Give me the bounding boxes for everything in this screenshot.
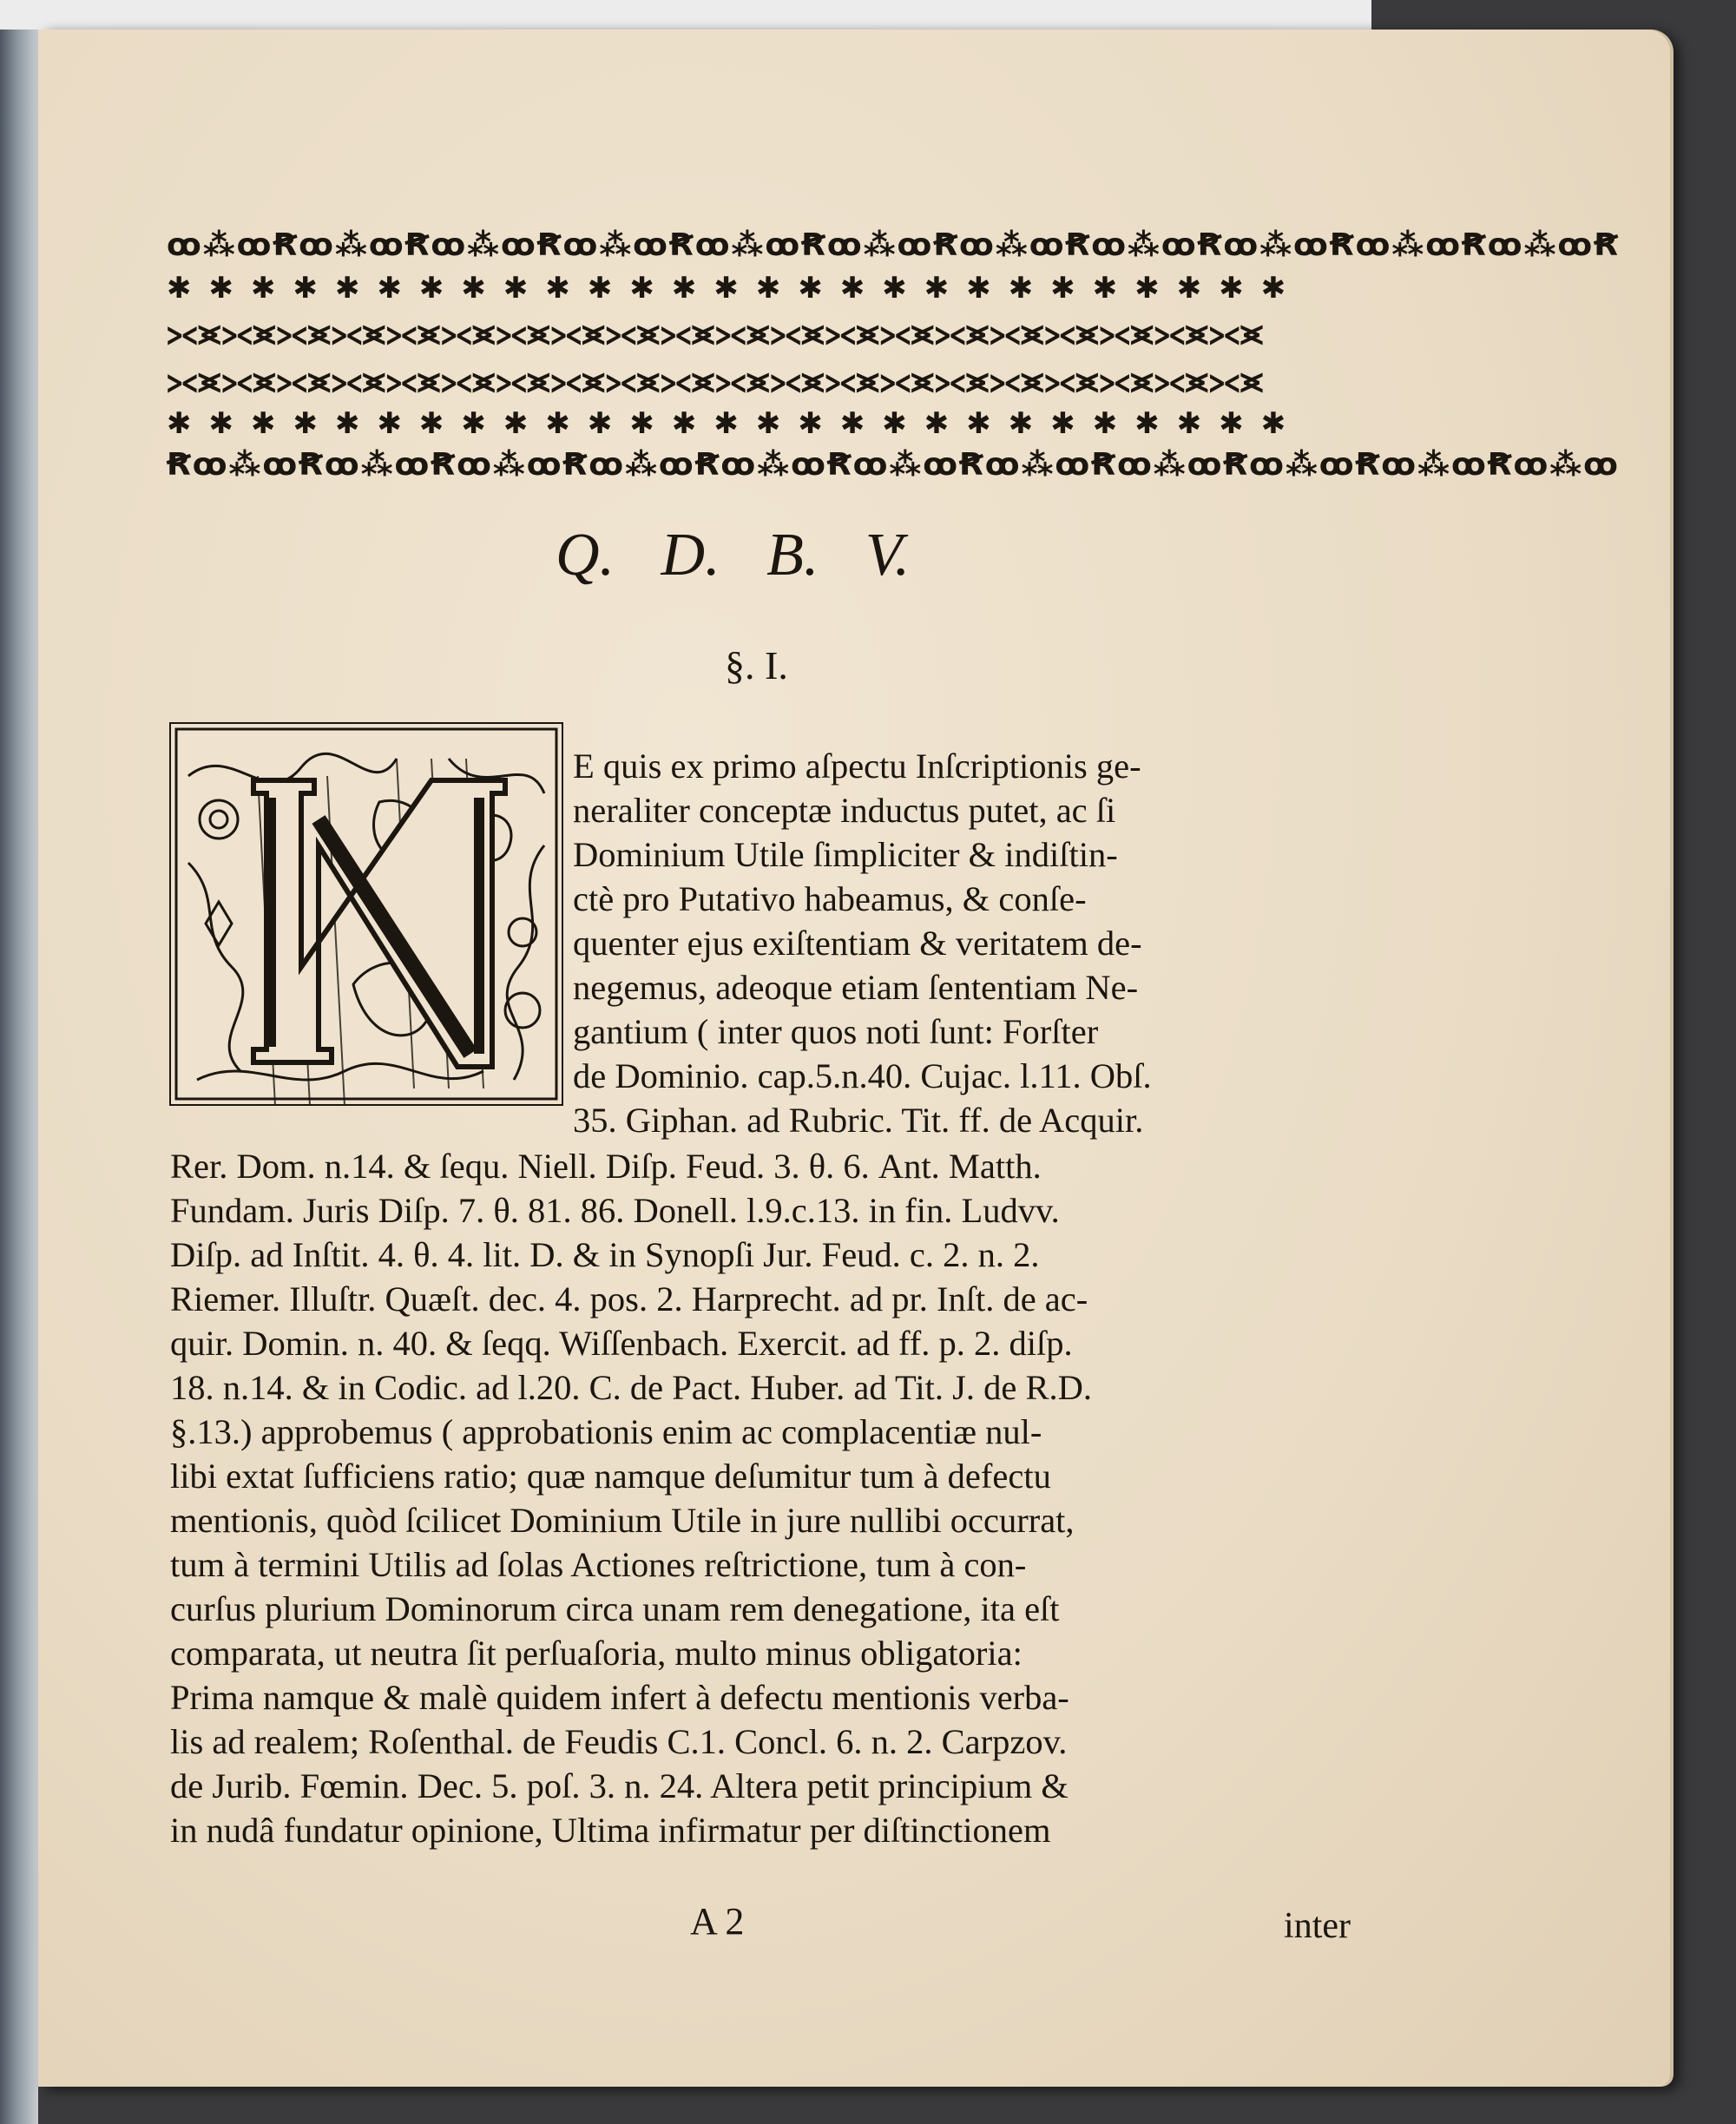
text-line: E quis ex primo aſpectu Inſcriptionis ge- bbox=[573, 746, 1141, 786]
text-line: 35. Giphan. ad Rubric. Tit. ff. de Acquir. bbox=[573, 1101, 1144, 1140]
text-line: de Jurib. Fœmin. Dec. 5. poſ. 3. n. 24. Altera petit principium & bbox=[170, 1766, 1069, 1805]
text-line: comparata, ut neutra ſit perſuaſoria, multo minus obligatoria: bbox=[170, 1634, 1023, 1673]
text-line: ctè pro Putativo habeamus, & conſe- bbox=[573, 879, 1087, 918]
book-spine-edge bbox=[0, 30, 38, 2124]
floral-initial-art bbox=[171, 724, 562, 1104]
text-line: Rer. Dom. n.14. & ſequ. Niell. Diſp. Feud. 3. θ. 6. Ant. Matth. bbox=[170, 1147, 1042, 1186]
text-line: quenter ejus exiſtentiam & veritatem de- bbox=[573, 924, 1142, 963]
ornament-knot-band-bottom: Ꞧꝏ⁂ꝏꞦꝏ⁂ꝏꞦꝏ⁂ꝏꞦꝏ⁂ꝏꞦꝏ⁂ꝏꞦꝏ⁂ꝏꞦꝏ⁂ꝏꞦꝏ⁂ꝏꞦꝏ⁂ꝏꞦꝏ⁂ꝏꞦꝏ⁂ꝏ bbox=[167, 447, 1620, 483]
text-line: Dominium Utile ſimpliciter & indiſtin- bbox=[573, 835, 1118, 874]
text-line: in nudâ fundatur opinione, Ultima infirmatur per diſtinctionem bbox=[170, 1811, 1051, 1850]
text-line: 18. n.14. & in Codic. ad l.20. C. de Pact. Huber. ad Tit. J. de R.D. bbox=[170, 1368, 1092, 1407]
text-line: Prima namque & malè quidem infert à defectu mentionis verba- bbox=[170, 1678, 1069, 1717]
catchword: inter bbox=[1284, 1906, 1351, 1946]
page-heading: Q. D. B. V. bbox=[556, 522, 911, 589]
ornament-star-row-bottom: ✱✱✱✱✱✱✱✱✱✱✱✱✱✱✱✱✱✱✱✱✱✱✱✱✱✱✱ bbox=[167, 406, 1304, 441]
ornament-star-row-top: ✱✱✱✱✱✱✱✱✱✱✱✱✱✱✱✱✱✱✱✱✱✱✱✱✱✱✱ bbox=[167, 271, 1304, 306]
ornament-knot-band-top: ꝏ⁂ꝏꞦꝏ⁂ꝏꞦꝏ⁂ꝏꞦꝏ⁂ꝏꞦꝏ⁂ꝏꞦꝏ⁂ꝏꞦꝏ⁂ꝏꞦꝏ⁂ꝏꞦꝏ⁂ꝏꞦꝏ⁂ꝏꞦꝏ⁂ꝏꞦ bbox=[167, 227, 1620, 263]
decorated-initial bbox=[169, 722, 563, 1106]
text-line: libi extat ſufficiens ratio; quæ namque deſumitur tum à defectu bbox=[170, 1457, 1051, 1496]
text-line: Riemer. Illuſtr. Quæſt. dec. 4. pos. 2. Harprecht. ad pr. Inſt. de ac- bbox=[170, 1279, 1088, 1318]
paragraph-beside-initial bbox=[573, 744, 1246, 1142]
text-line: quir. Domin. n. 40. & ſeqq. Wiſſenbach. Exercit. ad ff. p. 2. diſp. bbox=[170, 1324, 1073, 1363]
text-line: negemus, adeoque etiam ſententiam Ne- bbox=[573, 968, 1139, 1007]
text-line: gantium ( inter quos noti ſunt: Forſter bbox=[573, 1012, 1099, 1051]
text-line: mentionis, quòd ſcilicet Dominium Utile in jure nullibi occurrat, bbox=[170, 1501, 1075, 1540]
section-number: §. I. bbox=[725, 643, 788, 687]
signature-mark: A 2 bbox=[690, 1900, 745, 1943]
paragraph-full-width bbox=[170, 1144, 1246, 1852]
text-line: §.13.) approbemus ( approbationis enim ac complacentiæ nul- bbox=[170, 1412, 1042, 1451]
ornament-lattice-row-2: ⪥⪤⪥⪤⪥⪤⪥⪤⪥⪤⪥⪤⪥⪤⪥⪤⪥⪤⪥⪤⪥⪤⪥⪤⪥⪤⪥⪤⪥⪤⪥⪤⪥⪤⪥⪤⪥⪤⪥⪤ bbox=[167, 360, 1264, 400]
text-line: Diſp. ad Inſtit. 4. θ. 4. lit. D. & in Synopſi Jur. Feud. c. 2. n. 2. bbox=[170, 1235, 1040, 1274]
text-line: tum à termini Utilis ad ſolas Actiones reſtrictione, tum à con- bbox=[170, 1545, 1027, 1584]
ornament-lattice-row-1: ⪥⪤⪥⪤⪥⪤⪥⪤⪥⪤⪥⪤⪥⪤⪥⪤⪥⪤⪥⪤⪥⪤⪥⪤⪥⪤⪥⪤⪥⪤⪥⪤⪥⪤⪥⪤⪥⪤⪥⪤ bbox=[167, 312, 1264, 352]
text-line: curſus plurium Dominorum circa unam rem denegatione, ita eſt bbox=[170, 1589, 1060, 1628]
text-line: Fundam. Juris Diſp. 7. θ. 81. 86. Donell. l.9.c.13. in fin. Ludvv. bbox=[170, 1191, 1060, 1230]
text-line: de Dominio. cap.5.n.40. Cujac. l.11. Obſ. bbox=[573, 1056, 1152, 1095]
text-line: neraliter conceptæ inductus putet, ac ſi bbox=[573, 791, 1116, 830]
scanner-top-edge bbox=[0, 0, 1371, 32]
text-line: lis ad realem; Roſenthal. de Feudis C.1. Concl. 6. n. 2. Carpzov. bbox=[170, 1722, 1068, 1761]
